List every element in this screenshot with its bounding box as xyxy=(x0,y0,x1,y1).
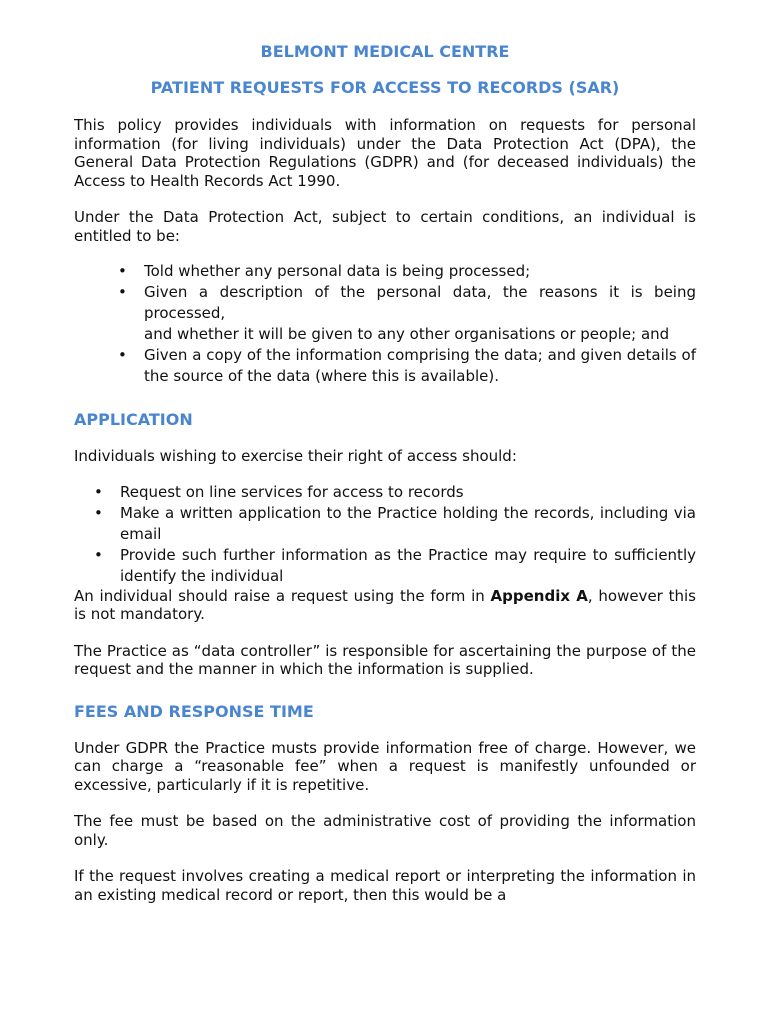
bullet-icon: • xyxy=(118,346,127,364)
bullet-icon: • xyxy=(94,482,103,501)
bullet-icon: • xyxy=(118,262,127,280)
fees-heading: FEES AND RESPONSE TIME xyxy=(74,701,314,721)
list-item: • Given a description of the personal data, the reasons it is being processed, xyxy=(118,283,696,322)
application-heading: APPLICATION xyxy=(74,410,193,429)
list-item: • Make a written application to the Practice holding the records, including via email xyxy=(94,503,696,543)
fees-paragraph-2: The fee must be based on the administrative cost of providing the information only. xyxy=(74,812,696,849)
fees-paragraph-1: Under GDPR the Practice musts provide information free of charge. However, we can charge a “reasonable fee” when a request is manifestly unfounded or excessive, particularly if it is repetitive. xyxy=(74,738,696,794)
list-item: • Provide such further information as the Practice may require to sufficiently identify the individual xyxy=(94,545,696,585)
list-item: • Given a copy of the information comprising the data; and given details of the source of the data (where this is available). xyxy=(118,346,696,385)
fees-paragraph-3: If the request involves creating a medical report or interpreting the information in an existing medical record or report, then this would be a xyxy=(74,867,696,904)
list-item-continuation: and whether it will be given to any other organisations or people; and xyxy=(144,325,670,343)
data-controller-paragraph: The Practice as “data controller” is responsible for ascertaining the purpose of the request and the manner in which the information is supplied. xyxy=(74,641,696,678)
appendix-paragraph: An individual should raise a request using the form in Appendix A, however this is not mandatory. xyxy=(74,586,696,623)
org-title: BELMONT MEDICAL CENTRE xyxy=(260,42,510,61)
intro-paragraph: This policy provides individuals with information on requests for personal information (for living individuals) under the Data Protection Act (DPA), the General Data Protection Regulations (GDPR) and (for deceased individuals) the Access to Health Records Act 1990. xyxy=(74,116,696,190)
appendix-reference: Appendix A xyxy=(490,586,588,605)
entitlement-paragraph: Under the Data Protection Act, subject to certain conditions, an individual is entitled to be: xyxy=(74,208,696,245)
bullet-icon: • xyxy=(94,503,103,522)
document-title: PATIENT REQUESTS FOR ACCESS TO RECORDS (SAR) xyxy=(150,78,620,97)
application-intro: Individuals wishing to exercise their right of access should: xyxy=(74,447,517,465)
bullet-icon: • xyxy=(118,283,127,301)
application-list xyxy=(74,482,696,587)
bullet-icon: • xyxy=(94,545,103,564)
list-item: • Request on line services for access to records xyxy=(94,482,464,501)
list-item: • Told whether any personal data is being processed; xyxy=(118,262,531,280)
entitlement-list xyxy=(74,261,696,387)
